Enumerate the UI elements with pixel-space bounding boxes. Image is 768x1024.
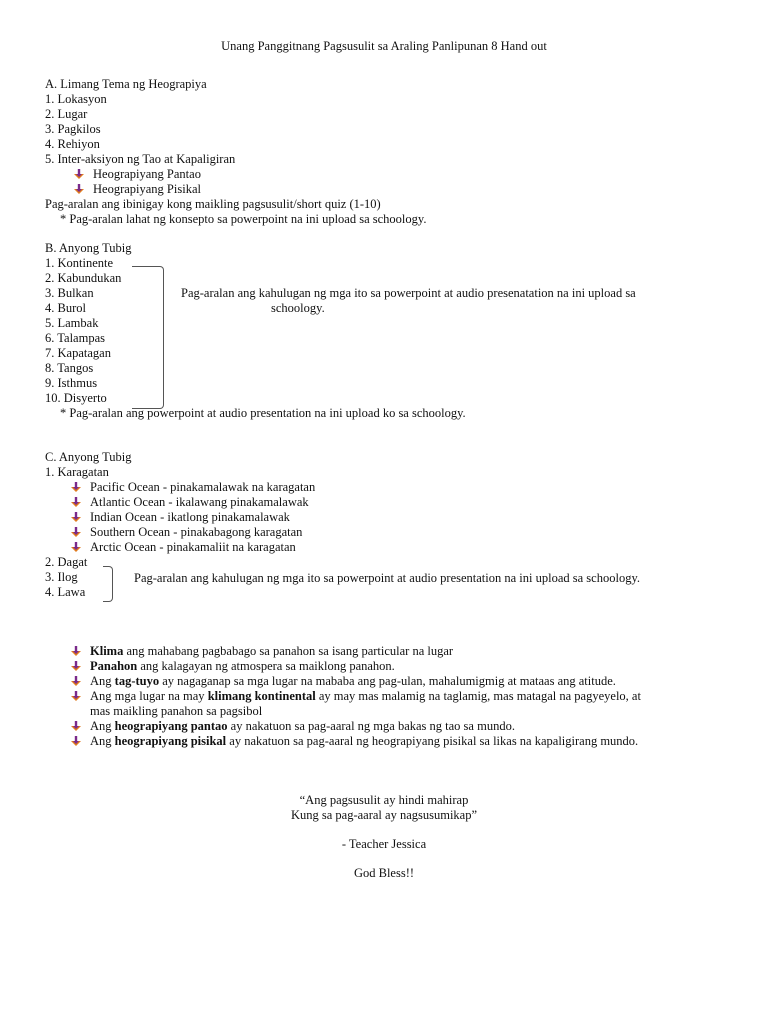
section-b-item: 6. Talampas [45,331,105,345]
arrow-bullet-icon [73,169,85,180]
arrow-bullet-icon [70,661,82,672]
arrow-bullet-icon [70,512,82,523]
section-a-item: 1. Lokasyon [45,92,107,106]
section-a-note: Pag-aralan ang ibinigay kong maikling pagsusulit/short quiz (1-10) [45,197,381,211]
ocean-item: Arctic Ocean - pinakamaliit na karagatan [90,540,296,554]
document-title: Unang Panggitnang Pagsusulit sa Araling Panlipunan 8 Hand out [221,39,547,53]
section-b-item: 10. Disyerto [45,391,107,405]
arrow-bullet-icon [70,691,82,702]
arrow-bullet-icon [70,527,82,538]
ocean-item: Southern Ocean - pinakabagong karagatan [90,525,303,539]
section-c-item: 3. Ilog [45,570,78,584]
section-b-item: 7. Kapatagan [45,346,111,360]
definition-item: Klima ang mahabang pagbabago sa panahon sa isang particular na lugar [90,644,454,658]
definition-item: Ang heograpiyang pantao ay nakatuon sa pag-aaral ng mga bakas ng tao sa mundo. [90,719,515,733]
section-b-item: 4. Burol [45,301,86,315]
arrow-bullet-icon [70,736,82,747]
section-a-subitem: Heograpiyang Pisikal [93,182,201,196]
section-b-item: 9. Isthmus [45,376,98,390]
section-a-item: 4. Rehiyon [45,137,100,151]
section-b-bracket-text: Pag-aralan ang kahulugan ng mga ito sa powerpoint at audio presenatation na ini upload sa [181,286,636,300]
section-b-item: 5. Lambak [45,316,99,330]
section-b-bracket [132,266,164,409]
section-b-item: 2. Kabundukan [45,271,122,285]
section-b-note: * Pag-aralan ang powerpoint at audio presentation na ini upload ko sa schoology. [60,406,466,420]
section-a-subitem: Heograpiyang Pantao [93,167,201,181]
definition-item: Panahon ang kalagayan ng atmospera sa maiklong panahon. [90,659,395,673]
closing-author: - Teacher Jessica [341,837,427,851]
section-c-heading: C. Anyong Tubig [45,450,132,464]
ocean-item: Indian Ocean - ikatlong pinakamalawak [90,510,290,524]
arrow-bullet-icon [70,482,82,493]
section-a-item: 2. Lugar [45,107,88,121]
arrow-bullet-icon [70,542,82,553]
arrow-bullet-icon [70,497,82,508]
section-a-item: 3. Pagkilos [45,122,101,136]
definition-item: Ang heograpiyang pisikal ay nakatuon sa pag-aaral ng heograpiyang pisikal sa likas na kapaligirang mundo. [90,734,639,748]
arrow-bullet-icon [70,676,82,687]
section-b-item: 8. Tangos [45,361,94,375]
section-b-item: 1. Kontinente [45,256,114,270]
closing-blessing: God Bless!! [353,866,415,880]
section-b-heading: B. Anyong Tubig [45,241,132,255]
section-b-bracket-text: schoology. [271,301,325,315]
section-c-item: 4. Lawa [45,585,86,599]
section-b-item: 3. Bulkan [45,286,94,300]
section-a-note: * Pag-aralan lahat ng konsepto sa powerpoint na ini upload sa schoology. [60,212,427,226]
definition-item: Ang mga lugar na may klimang kontinental ay may mas malamig na taglamig, mas matagal na pagyeyelo, at [90,689,641,703]
section-a-heading: A. Limang Tema ng Heograpiya [45,77,207,91]
section-c-item: 1. Karagatan [45,465,109,479]
closing-quote: “Ang pagsusulit ay hindi mahirap [299,793,469,807]
section-c-bracket-text: Pag-aralan ang kahulugan ng mga ito sa powerpoint at audio presentation na ini upload sa schoology. [134,571,641,585]
ocean-item: Atlantic Ocean - ikalawang pinakamalawak [90,495,309,509]
definition-item-continuation: mas maikling panahon sa pagsibol [90,704,263,718]
section-a-item: 5. Inter-aksiyon ng Tao at Kapaligiran [45,152,236,166]
arrow-bullet-icon [70,646,82,657]
section-c-bracket [103,566,113,602]
ocean-item: Pacific Ocean - pinakamalawak na karagatan [90,480,316,494]
closing-quote: Kung sa pag-aaral ay nagsusumikap” [290,808,478,822]
arrow-bullet-icon [73,184,85,195]
definition-item: Ang tag-tuyo ay nagaganap sa mga lugar na mababa ang pag-ulan, mahalumigmig at mataas ang atitude. [90,674,616,688]
section-c-item: 2. Dagat [45,555,88,569]
arrow-bullet-icon [70,721,82,732]
